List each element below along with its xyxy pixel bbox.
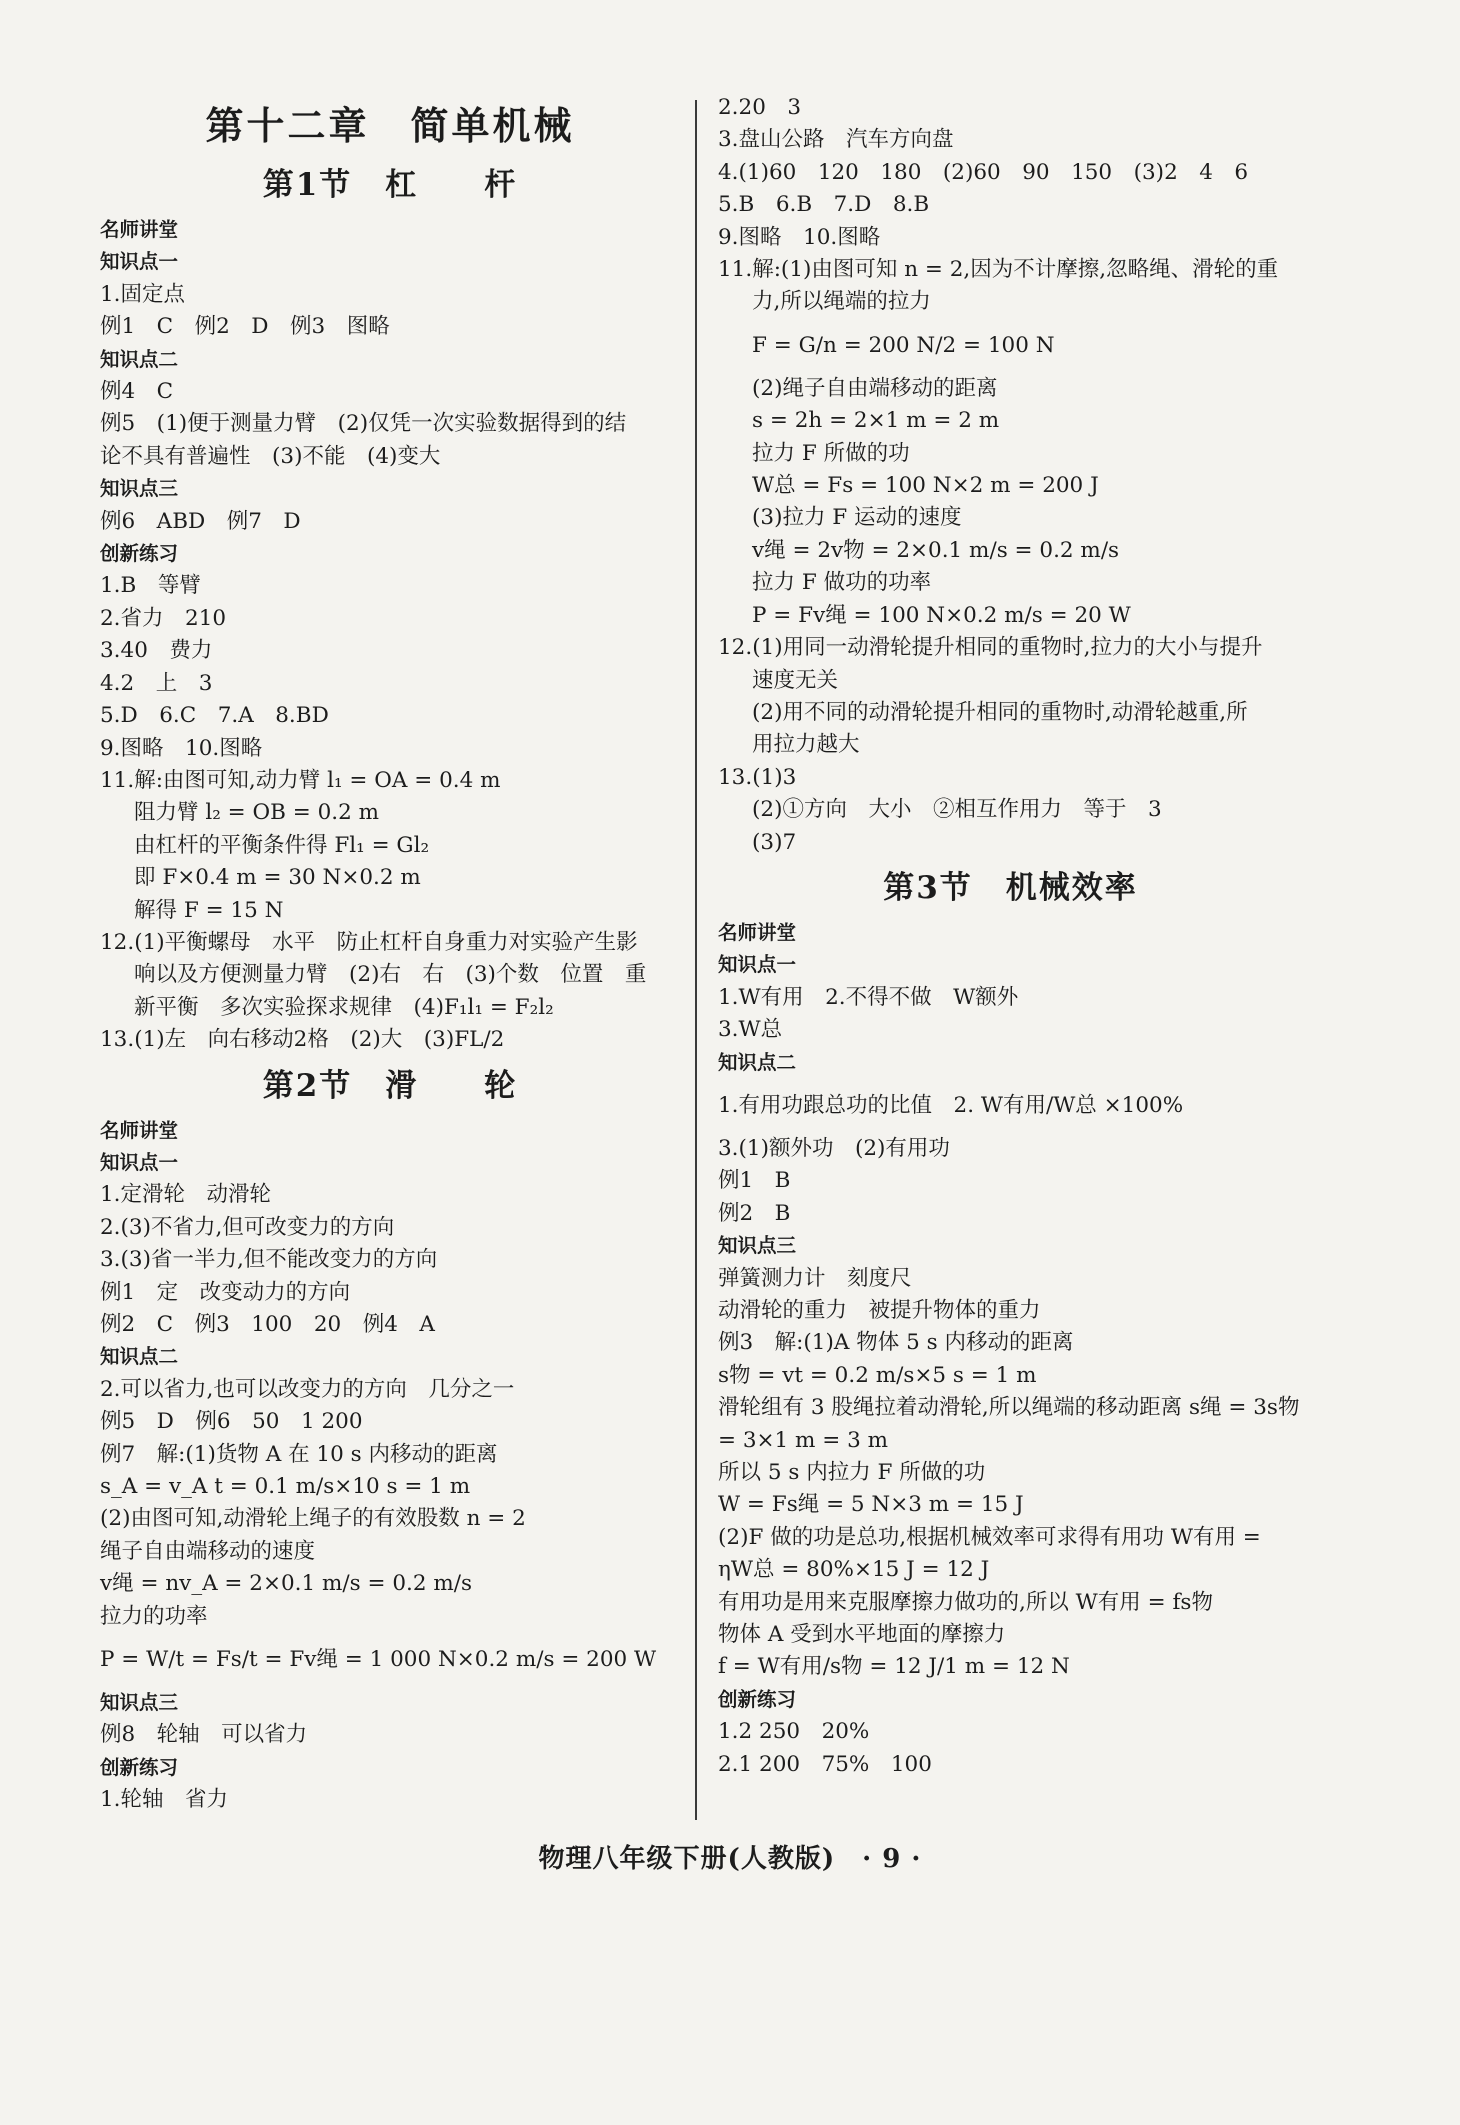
chapter-title: 第十二章 简单机械 (205, 103, 575, 148)
text-line: 所以 5 s 内拉力 F 所做的功 (718, 1460, 986, 1486)
text-line: 新平衡 多次实验探求规律 (4)F₁l₁ = F₂l₂ (134, 994, 554, 1020)
text-line: (2)用不同的动滑轮提升相同的重物时,动滑轮越重,所 (752, 699, 1248, 725)
text-line: ηW总 = 80%×15 J = 12 J (718, 1557, 990, 1583)
text-line: W总 = Fs = 100 N×2 m = 200 J (752, 473, 1099, 499)
page-footer: 物理八年级下册(人教版) · 9 · (538, 1844, 922, 1874)
text-line: (2)绳子自由端移动的距离 (752, 375, 998, 401)
text-line: 例6 ABD 例7 D (100, 508, 301, 534)
text-line: 解得 F = 15 N (134, 897, 284, 923)
text-line: 1.固定点 (100, 281, 186, 307)
text-line: 12.(1)用同一动滑轮提升相同的重物时,拉力的大小与提升 (718, 635, 1263, 661)
section-3-body (718, 917, 1303, 1781)
text-line: 2.省力 210 (100, 605, 227, 631)
text-line: 知识点三 (100, 1691, 179, 1715)
text-line: 物体 A 受到水平地面的摩擦力 (718, 1622, 1006, 1648)
text-line: 11.解:(1)由图可知 n = 2,因为不计摩擦,忽略绳、滑轮的重 (718, 257, 1279, 283)
text-line: W = Fs绳 = 5 N×3 m = 15 J (718, 1492, 1024, 1518)
text-line: v绳 = nv_A = 2×0.1 m/s = 0.2 m/s (100, 1571, 473, 1597)
text-line: 例4 C (100, 379, 174, 405)
column-divider (695, 100, 697, 1820)
text-line: 名师讲堂 (718, 920, 797, 944)
text-line: 4.(1)60 120 180 (2)60 90 150 (3)2 4 6 (718, 159, 1249, 185)
text-line: 2.(3)不省力,但可改变力的方向 (100, 1214, 395, 1240)
text-line: 3.盘山公路 汽车方向盘 (718, 127, 954, 153)
text-line: 3.40 费力 (100, 638, 213, 664)
text-line: 9.图略 10.图略 (100, 735, 263, 761)
section-title-1: 第1节 杠 杆 (262, 167, 518, 203)
text-line: 例2 B (718, 1200, 791, 1226)
text-line: 响以及方便测量力臂 (2)右 右 (3)个数 位置 重 (134, 962, 647, 988)
text-line: 例3 解:(1)A 物体 5 s 内移动的距离 (718, 1330, 1074, 1356)
text-line: 绳子自由端移动的速度 (100, 1538, 316, 1564)
text-line: 1.2 250 20% (718, 1719, 870, 1745)
text-line: (2)由图可知,动滑轮上绳子的有效股数 n = 2 (100, 1506, 526, 1532)
text-line: 拉力 F 做功的功率 (752, 570, 932, 596)
text-line: 动滑轮的重力 被提升物体的重力 (718, 1298, 1041, 1323)
text-line: 弹簧测力计 刻度尺 (718, 1265, 912, 1291)
text-line: (3)7 (752, 829, 797, 855)
text-line: 速度无关 (752, 667, 839, 693)
text-line: 创新练习 (718, 1687, 797, 1711)
text-line: 12.(1)平衡螺母 水平 防止杠杆自身重力对实验产生影 (100, 929, 638, 955)
text-line: 用拉力越大 (752, 732, 860, 758)
text-line: v绳 = 2v物 = 2×0.1 m/s = 0.2 m/s (752, 537, 1120, 563)
text-line: s_A = v_A t = 0.1 m/s×10 s = 1 m (100, 1474, 471, 1500)
section-title-2: 第2节 滑 轮 (262, 1067, 518, 1104)
text-line: = 3×1 m = 3 m (718, 1427, 889, 1453)
text-line: 1.定滑轮 动滑轮 (100, 1182, 272, 1208)
text-line: 例1 C 例2 D 例3 图略 (100, 314, 390, 340)
section-title-3: 第3节 机械效率 (883, 869, 1138, 906)
text-line: 例7 解:(1)货物 A 在 10 s 内移动的距离 (100, 1441, 498, 1467)
text-line: 1.W有用 2.不得不做 W额外 (718, 984, 1019, 1010)
text-line: 例5 D 例6 50 1 200 (100, 1409, 363, 1435)
text-line: 2.可以省力,也可以改变力的方向 几分之一 (100, 1376, 515, 1402)
text-line: 3.(1)额外功 (2)有用功 (718, 1135, 950, 1161)
right-column (718, 92, 1303, 1781)
text-line: 知识点一 (718, 953, 797, 977)
text-line: 1.B 等臂 (100, 573, 201, 599)
text-line: 例2 C 例3 100 20 例4 A (100, 1312, 435, 1337)
text-line: 力,所以绳端的拉力 (752, 289, 931, 315)
section-2-body-left (100, 1115, 680, 1817)
text-line: 名师讲堂 (100, 218, 179, 241)
text-line: 知识点一 (100, 250, 179, 274)
text-line: 2.1 200 75% 100 (718, 1751, 932, 1777)
text-line: 知识点一 (100, 1150, 179, 1174)
section-1-body (100, 214, 680, 1057)
text-line: 知识点二 (100, 1345, 179, 1369)
text-line: 拉力 F 所做的功 (752, 440, 910, 466)
text-line: 创新练习 (100, 542, 179, 566)
text-line: 由杠杆的平衡条件得 Fl₁ = Gl₂ (134, 832, 430, 858)
text-line: 3.W总 (718, 1017, 783, 1043)
text-line: 3.(3)省一半力,但不能改变力的方向 (100, 1247, 438, 1273)
formula-line: 1.有用功跟总功的比值 2. W有用/W总 ×100% (718, 1092, 1184, 1118)
text-line: 知识点三 (100, 477, 179, 501)
section-2-body-right (718, 92, 1303, 859)
formula-line: P = W/t = Fs/t = Fv绳 = 1 000 N×0.2 m/s = 200 W (100, 1647, 657, 1673)
text-line: 9.图略 10.图略 (718, 224, 881, 250)
text-line: 例1 B (718, 1168, 791, 1194)
text-line: (2)①方向 大小 ②相互作用力 等于 3 (752, 797, 1162, 823)
text-line: 4.2 上 3 (100, 670, 213, 696)
left-column (100, 92, 680, 1817)
text-line: 名师讲堂 (100, 1118, 179, 1142)
text-line: 例5 (1)便于测量力臂 (2)仅凭一次实验数据得到的结 (100, 411, 627, 437)
text-line: 5.D 6.C 7.A 8.BD (100, 703, 329, 729)
text-line: 知识点二 (100, 347, 179, 371)
text-line: 有用功是用来克服摩擦力做功的,所以 W有用 = fs物 (718, 1589, 1213, 1615)
text-line: 2.20 3 (718, 95, 802, 120)
text-line: s = 2h = 2×1 m = 2 m (752, 408, 1000, 434)
text-line: 阻力臂 l₂ = OB = 0.2 m (134, 800, 380, 826)
text-line: 拉力的功率 (100, 1603, 208, 1629)
text-line: 知识点二 (718, 1050, 797, 1074)
text-line: P = Fv绳 = 100 N×0.2 m/s = 20 W (752, 602, 1131, 628)
text-line: f = W有用/s物 = 12 J/1 m = 12 N (718, 1654, 1070, 1680)
text-line: (3)拉力 F 运动的速度 (752, 505, 962, 531)
formula-line: F = G/n = 200 N/2 = 100 N (752, 332, 1055, 358)
text-line: 滑轮组有 3 股绳拉着动滑轮,所以绳端的移动距离 s绳 = 3s物 (718, 1395, 1300, 1421)
text-line: 1.轮轴 省力 (100, 1787, 229, 1813)
text-line: 例1 定 改变动力的方向 (100, 1279, 351, 1305)
text-line: 知识点三 (718, 1234, 797, 1258)
text-line: 13.(1)左 向右移动2格 (2)大 (3)FL/2 (100, 1027, 505, 1053)
text-line: 创新练习 (100, 1755, 179, 1779)
text-line: 5.B 6.B 7.D 8.B (718, 192, 930, 218)
text-line: 13.(1)3 (718, 764, 797, 790)
text-line: 例8 轮轴 可以省力 (100, 1722, 308, 1748)
text-line: 11.解:由图可知,动力臂 l₁ = OA = 0.4 m (100, 767, 501, 793)
text-line: 论不具有普遍性 (3)不能 (4)变大 (100, 443, 441, 469)
text-line: s物 = vt = 0.2 m/s×5 s = 1 m (718, 1362, 1037, 1388)
text-line: (2)F 做的功是总功,根据机械效率可求得有用功 W有用 = (718, 1524, 1261, 1550)
text-line: 即 F×0.4 m = 30 N×0.2 m (134, 865, 421, 891)
